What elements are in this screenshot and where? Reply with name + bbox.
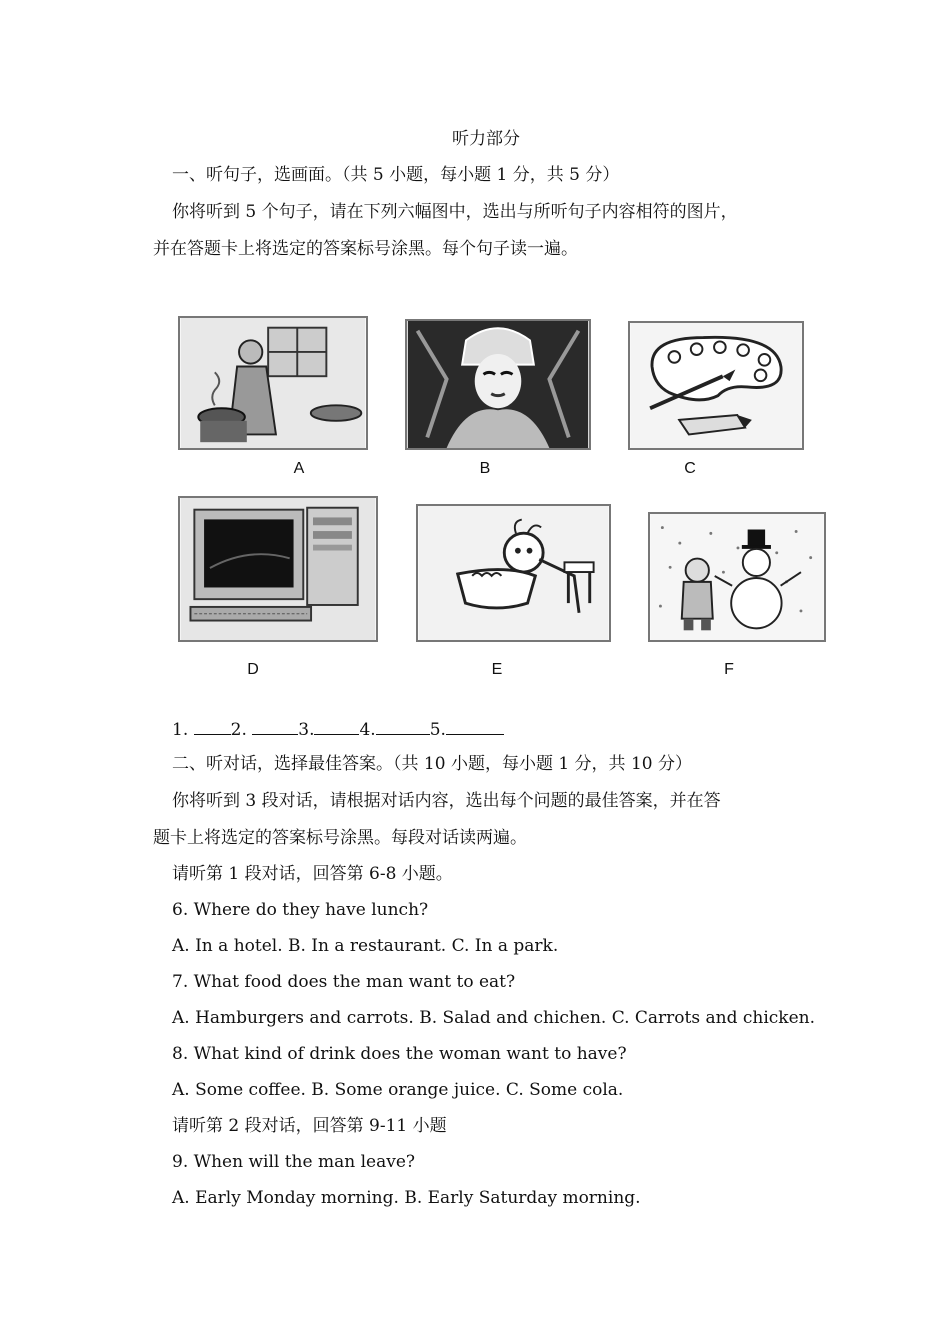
picture-d [178,496,378,642]
part1-heading: 一、听句子，选画面。（共 5 小题，每小题 1 分，共 5 分） [172,165,620,185]
answer-3-blank[interactable] [314,718,359,735]
picture-e-label: E [491,661,503,678]
part2-heading: 二、听对话，选择最佳答案。（共 10 小题，每小题 1 分，共 10 分） [172,754,693,774]
part1-instruction-line1: 你将听到 5 个句子，请在下列六幅图中，选出与所听句子内容相符的图片， [172,202,738,222]
answer-2-blank[interactable] [252,718,298,735]
dialog-2-intro: 请听第 2 段对话，回答第 9-11 小题 [172,1116,447,1136]
answer-line [172,718,504,741]
picture-b [405,319,591,450]
paint-palette-icon [630,323,802,448]
part2-instruction-line1: 你将听到 3 段对话，请根据对话内容，选出每个问题的最佳答案，并在答 [172,791,721,811]
picture-a-label: A [293,460,305,477]
picture-e [416,504,611,642]
answer-3-number: 3. [298,720,315,740]
question-9-options: A. Early Monday morning. B. Early Saturday morning. [172,1188,641,1208]
answer-1-number: 1. [172,720,194,740]
question-7: 7. What food does the man want to eat? [172,972,516,992]
answer-5-number: 5. [429,720,446,740]
question-6-options: A. In a hotel. B. In a restaurant. C. In a park. [172,936,559,956]
answer-4-number: 4. [359,720,376,740]
question-9: 9. When will the man leave? [172,1152,415,1172]
picture-f-label: F [724,661,734,678]
part2-instruction-line2: 题卡上将选定的答案标号涂黑。每段对话读两遍。 [153,828,527,848]
question-8: 8. What kind of drink does the woman want to have? [172,1044,627,1064]
picture-a [178,316,368,450]
boy-washing-icon [418,506,609,640]
picture-c-label: C [684,460,696,477]
picture-d-label: D [247,661,259,678]
picture-f [648,512,826,642]
answer-4-blank[interactable] [376,718,430,735]
computer-icon [180,498,376,640]
part1-instruction-line2: 并在答题卡上将选定的答案标号涂黑。每个句子读一遍。 [153,239,578,259]
question-6: 6. Where do they have lunch? [172,900,429,920]
question-8-options: A. Some coffee. B. Some orange juice. C. Some cola. [172,1080,624,1100]
woman-cooking-icon [180,318,366,448]
answer-2-number: 2. [230,720,253,740]
dialog-1-intro: 请听第 1 段对话，回答第 6-8 小题。 [172,864,453,884]
section-title: 听力部分 [452,129,520,149]
question-7-options: A. Hamburgers and carrots. B. Salad and chichen. C. Carrots and chicken. [172,1008,816,1028]
answer-5-blank[interactable] [446,718,504,735]
picture-c [628,321,804,450]
picture-b-label: B [479,460,491,477]
answer-1-blank[interactable] [194,718,231,735]
peking-opera-icon [407,321,589,448]
snowman-icon [650,514,824,640]
